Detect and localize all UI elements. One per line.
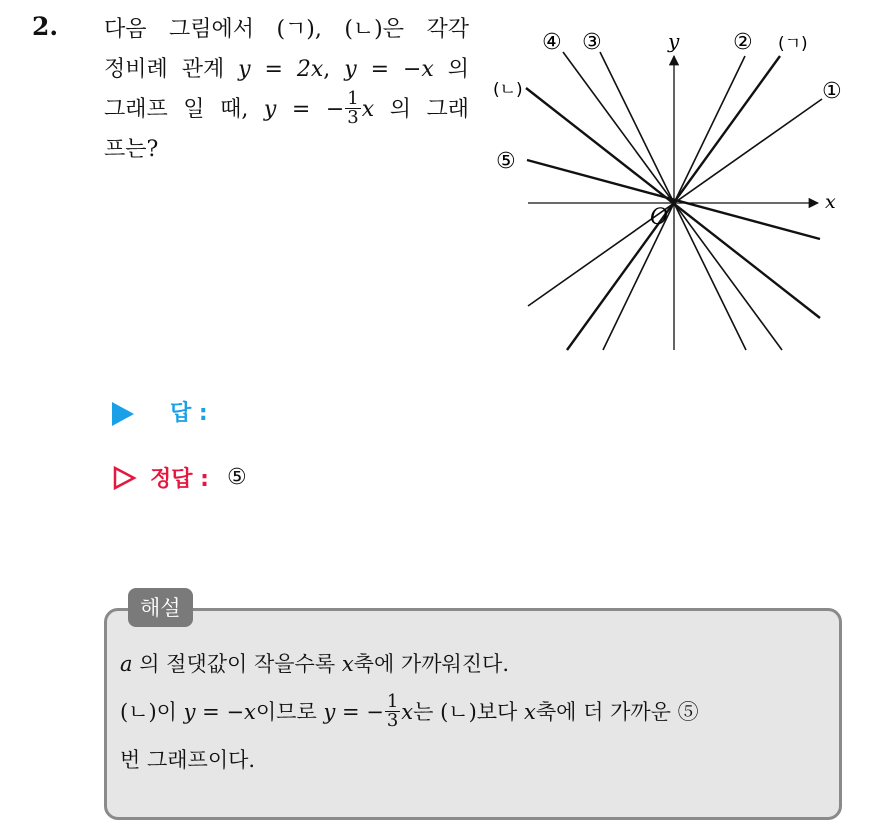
particle-ui: 의 [433, 57, 469, 82]
question-line-2-prefix: 정비례 관계 [104, 57, 239, 82]
equation-nieun: y = −x [344, 57, 434, 82]
label-x-axis: x [825, 191, 836, 213]
target-equation-lhs: y = − [263, 97, 345, 122]
question-line-4: 프는? [104, 137, 159, 162]
label-line-3: ③ [582, 30, 602, 55]
solution-fraction-numerator: 1 [386, 691, 399, 712]
solution-line-2-b: 이므로 [255, 700, 324, 724]
label-origin: O [650, 205, 669, 230]
solution-eq-target: y = − [323, 700, 384, 724]
answer-label: 답 : [170, 401, 208, 426]
solution-line-3: 번 그래프이다. [120, 748, 256, 772]
outline-triangle-icon [112, 465, 138, 491]
solution-line-2 [120, 688, 835, 736]
solution-eq-nieun: y = −x [183, 700, 256, 724]
fraction-numerator: 1 [347, 87, 359, 109]
label-line-2: ② [733, 30, 753, 55]
question-line-3-tail: 의 그래 [374, 97, 469, 122]
question-line-1: 다음 그림에서 (ㄱ), (ㄴ)은 각각 [104, 17, 469, 42]
correct-answer-row [112, 462, 247, 493]
solution-var-x: x [341, 652, 354, 676]
solution-line-2-c: 는 (ㄴ)보다 [413, 700, 525, 724]
solution-line-1-c: 축에 가까워진다. [353, 652, 510, 676]
solution-var-a: a [120, 652, 133, 676]
solution-fraction-denominator: 3 [386, 710, 399, 731]
solution-var-x2: x [524, 700, 536, 724]
equation-giyeok: y = 2x [238, 57, 324, 82]
solution-line-1 [120, 640, 835, 688]
solution-line-2-e: 축에 더 가까운 ⑤ [535, 700, 699, 724]
solution-line-1-b: 의 절댓값이 작을수록 [132, 652, 342, 676]
label-line-1: ① [822, 79, 842, 104]
label-line-4: ④ [542, 30, 562, 55]
question-line-3-prefix: 그래프 일 때, [104, 97, 264, 122]
label-y-axis: y [668, 29, 680, 53]
correct-answer-label: 정답 : [150, 467, 209, 492]
label-line-5: ⑤ [496, 149, 516, 174]
fraction-denominator: 3 [347, 106, 359, 128]
label-line-nieun: (ㄴ) [493, 80, 523, 100]
target-equation-x: x [361, 97, 375, 122]
separator: , [323, 57, 345, 82]
solution-eq-x: x [401, 700, 414, 724]
filled-triangle-icon [112, 402, 134, 426]
line-3 [600, 52, 746, 350]
question-number: 2. [32, 12, 59, 41]
answer-row [112, 396, 208, 427]
solution-tag: 해설 [128, 588, 193, 627]
solution-fraction [385, 693, 400, 730]
solution-text [120, 640, 835, 784]
correct-answer-value: ⑤ [226, 465, 247, 490]
label-line-giyeok: (ㄱ) [778, 34, 808, 54]
solution-line-2-a: (ㄴ)이 [120, 700, 184, 724]
